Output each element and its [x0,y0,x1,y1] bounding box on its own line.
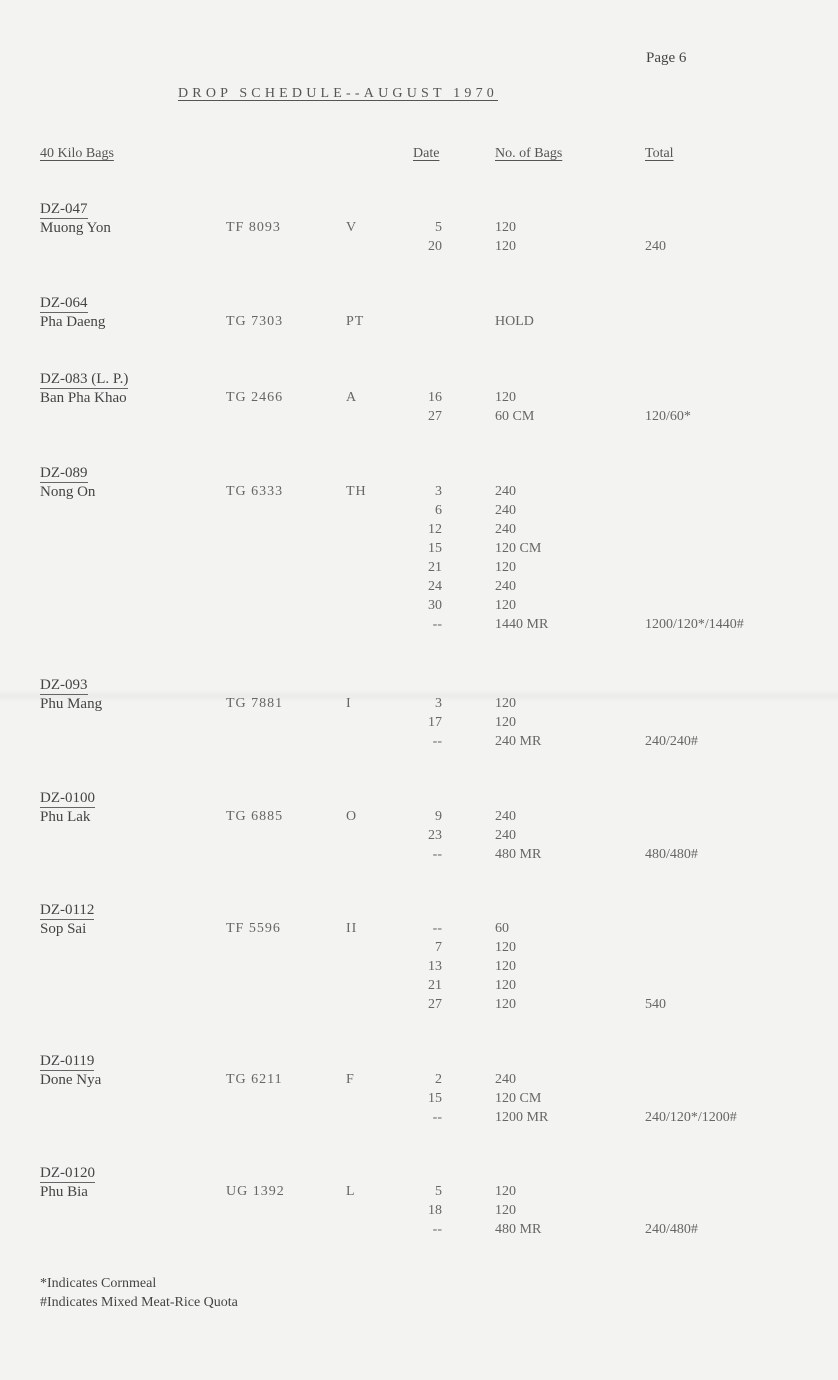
grid-reference: TF 8093 [226,220,281,235]
site-code: O [346,809,358,824]
drop-date: -- [432,734,442,749]
header-date: Date [413,146,440,161]
drop-row [0,1090,838,1109]
drop-rows [0,219,838,257]
drop-rows [0,389,838,427]
drop-total: 240/480# [645,1222,698,1237]
drop-zone-place: Nong On [40,484,96,500]
drop-row [0,540,838,559]
drop-date: 2 [435,1072,442,1087]
drop-row [0,219,838,238]
drop-bag-count: 60 CM [495,409,535,424]
document-title: DROP SCHEDULE--AUGUST 1970 [178,86,498,101]
drop-date: 27 [428,997,442,1012]
grid-reference: TG 6885 [226,809,284,824]
drop-row [0,597,838,616]
drop-date: 13 [428,959,442,974]
grid-reference: TG 6211 [226,1072,283,1087]
drop-date: 9 [435,809,442,824]
drop-row [0,827,838,846]
drop-zone-id: DZ-093 [40,677,88,693]
drop-bag-count: 120 [495,978,516,993]
drop-date: 12 [428,522,442,537]
drop-row [0,1183,838,1202]
drop-total: 240/120*/1200# [645,1110,737,1125]
drop-date: 5 [435,220,442,235]
drop-row [0,1109,838,1128]
drop-row [0,389,838,408]
drop-rows [0,1183,838,1240]
drop-row [0,808,838,827]
site-code: L [346,1184,356,1199]
drop-bag-count: 120 CM [495,541,542,556]
drop-bag-count: 120 [495,997,516,1012]
drop-bag-count: 240 [495,579,516,594]
drop-zone-id: DZ-0112 [40,902,95,918]
drop-zone-place: Sop Sai [40,921,87,937]
drop-date: 20 [428,239,442,254]
grid-reference: TG 2466 [226,390,284,405]
drop-bag-count: 480 MR [495,1222,542,1237]
drop-bag-count: 120 [495,598,516,613]
drop-total: 240/240# [645,734,698,749]
drop-row [0,521,838,540]
drop-date: 6 [435,503,442,518]
drop-total: 240 [645,239,666,254]
drop-bag-count: 60 [495,921,509,936]
drop-bag-count: 120 [495,560,516,575]
drop-date: -- [432,847,442,862]
drop-date: 16 [428,390,442,405]
drop-row [0,958,838,977]
drop-row [0,616,838,635]
drop-zone-place: Phu Bia [40,1184,88,1200]
drop-row [0,714,838,733]
drop-row [0,313,838,332]
drop-date: 21 [428,978,442,993]
drop-date: 21 [428,560,442,575]
drop-bag-count: 240 [495,809,516,824]
drop-rows [0,695,838,752]
drop-row [0,977,838,996]
drop-date: 3 [435,484,442,499]
header-num-bags: No. of Bags [495,146,563,161]
site-code: V [346,220,358,235]
drop-row [0,695,838,714]
drop-total: 480/480# [645,847,698,862]
drop-bag-count: 480 MR [495,847,542,862]
drop-bag-count: 240 [495,484,516,499]
site-code: PT [346,314,365,329]
drop-date: 27 [428,409,442,424]
drop-row [0,578,838,597]
header-bags: 40 Kilo Bags [40,146,114,161]
drop-date: 17 [428,715,442,730]
drop-bag-count: 1200 MR [495,1110,549,1125]
drop-zone-id: DZ-064 [40,295,88,311]
drop-row [0,1071,838,1090]
drop-zone-place: Muong Yon [40,220,111,236]
drop-zone-id: DZ-0100 [40,790,95,806]
site-code: I [346,696,352,711]
site-code: II [346,921,358,936]
drop-row [0,1221,838,1240]
drop-row [0,846,838,865]
drop-bag-count: 240 [495,1072,516,1087]
drop-bag-count: 120 [495,390,516,405]
drop-date: 30 [428,598,442,613]
drop-row [0,1202,838,1221]
drop-zone-id: DZ-0119 [40,1053,95,1069]
drop-total: 1200/120*/1440# [645,617,744,632]
drop-bag-count: 120 [495,696,516,711]
drop-zone-place: Pha Daeng [40,314,106,330]
drop-bag-count: 240 [495,828,516,843]
drop-total: 120/60* [645,409,691,424]
drop-date: 23 [428,828,442,843]
drop-bag-count: 120 [495,940,516,955]
drop-row [0,483,838,502]
drop-bag-count: HOLD [495,314,534,329]
grid-reference: TG 7881 [226,696,284,711]
drop-zone-id: DZ-047 [40,201,88,217]
drop-date: 5 [435,1184,442,1199]
drop-zone-place: Ban Pha Khao [40,390,127,406]
drop-row [0,502,838,521]
drop-bag-count: 120 [495,959,516,974]
footnote-line: #Indicates Mixed Meat-Rice Quota [40,1295,238,1310]
drop-row [0,733,838,752]
page-number: Page 6 [646,50,687,66]
footnote-line: *Indicates Cornmeal [40,1276,157,1291]
grid-reference: UG 1392 [226,1184,285,1199]
drop-date: 24 [428,579,442,594]
site-code: F [346,1072,355,1087]
drop-bag-count: 240 [495,522,516,537]
drop-date: 3 [435,696,442,711]
drop-bag-count: 120 [495,1184,516,1199]
drop-row [0,559,838,578]
drop-zone-id: DZ-083 (L. P.) [40,371,129,387]
drop-zone-id: DZ-0120 [40,1165,95,1181]
drop-rows [0,808,838,865]
drop-date: -- [432,921,442,936]
drop-total: 540 [645,997,666,1012]
site-code: TH [346,484,367,499]
drop-bag-count: 120 [495,220,516,235]
drop-rows [0,920,838,1015]
drop-bag-count: 120 [495,239,516,254]
drop-zone-id: DZ-089 [40,465,88,481]
drop-row [0,408,838,427]
drop-row [0,939,838,958]
grid-reference: TG 7303 [226,314,284,329]
drop-row [0,238,838,257]
drop-date: -- [432,1110,442,1125]
drop-bag-count: 240 MR [495,734,542,749]
drop-rows [0,483,838,635]
drop-bag-count: 120 [495,715,516,730]
drop-rows [0,1071,838,1128]
grid-reference: TF 5596 [226,921,281,936]
drop-bag-count: 240 [495,503,516,518]
drop-date: 7 [435,940,442,955]
drop-zone-place: Done Nya [40,1072,102,1088]
drop-date: 15 [428,541,442,556]
drop-bag-count: 120 [495,1203,516,1218]
grid-reference: TG 6333 [226,484,284,499]
drop-date: 18 [428,1203,442,1218]
drop-bag-count: 120 CM [495,1091,542,1106]
drop-rows [0,313,838,332]
drop-row [0,996,838,1015]
drop-date: 15 [428,1091,442,1106]
header-total: Total [645,146,674,161]
drop-bag-count: 1440 MR [495,617,549,632]
drop-zone-place: Phu Mang [40,696,103,712]
site-code: A [346,390,358,405]
drop-date: -- [432,617,442,632]
drop-date: -- [432,1222,442,1237]
drop-row [0,920,838,939]
drop-zone-place: Phu Lak [40,809,91,825]
